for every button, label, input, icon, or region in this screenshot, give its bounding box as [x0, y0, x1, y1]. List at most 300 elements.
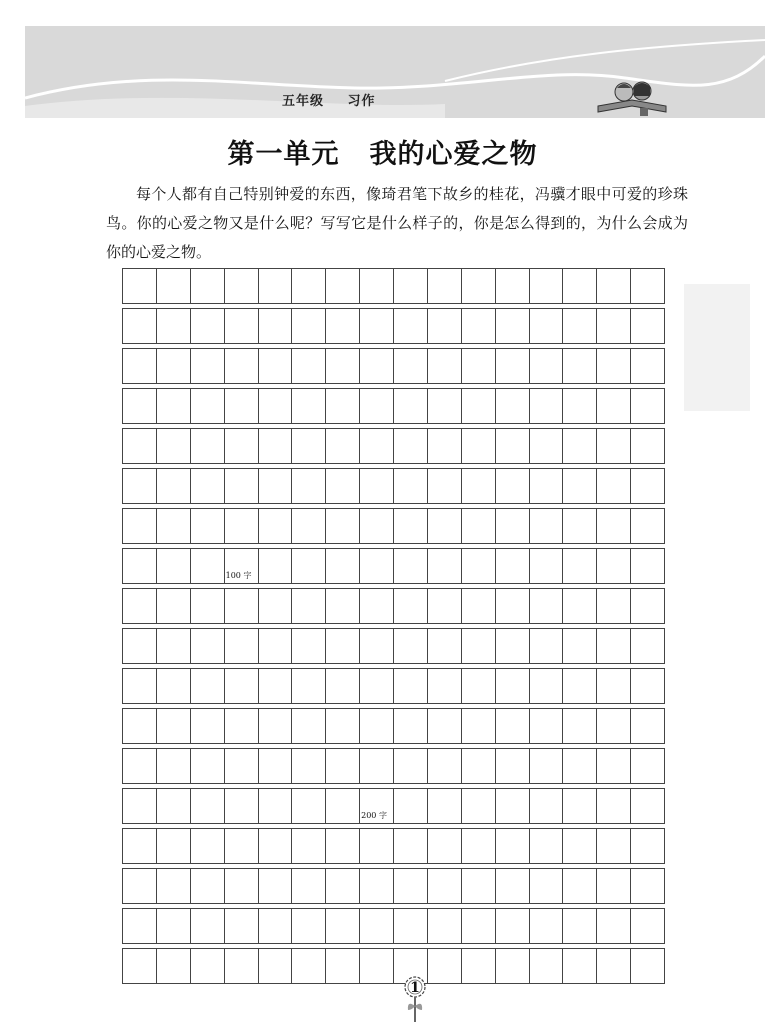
- grid-cell[interactable]: [530, 349, 564, 383]
- grid-cell[interactable]: [496, 589, 530, 623]
- grid-cell[interactable]: [530, 309, 564, 343]
- grid-cell[interactable]: [292, 909, 326, 943]
- grid-cell[interactable]: [259, 709, 293, 743]
- grid-cell[interactable]: [428, 829, 462, 863]
- grid-cell[interactable]: [597, 429, 631, 463]
- grid-cell[interactable]: [123, 749, 157, 783]
- grid-cell[interactable]: [530, 509, 564, 543]
- grid-cell[interactable]: [292, 669, 326, 703]
- grid-cell[interactable]: [326, 629, 360, 663]
- grid-cell[interactable]: [462, 789, 496, 823]
- grid-cell[interactable]: [428, 389, 462, 423]
- grid-cell[interactable]: [326, 549, 360, 583]
- grid-cell[interactable]: [191, 749, 225, 783]
- grid-cell[interactable]: [292, 629, 326, 663]
- grid-cell[interactable]: [123, 669, 157, 703]
- grid-cell[interactable]: [292, 509, 326, 543]
- grid-cell[interactable]: [496, 269, 530, 303]
- subject-label: 习作: [347, 94, 376, 109]
- grid-cell[interactable]: [428, 949, 462, 983]
- grid-cell[interactable]: [563, 749, 597, 783]
- grid-cell[interactable]: [530, 389, 564, 423]
- grid-cell[interactable]: [496, 469, 530, 503]
- grid-cell[interactable]: [394, 349, 428, 383]
- grid-cell[interactable]: [394, 789, 428, 823]
- grid-cell[interactable]: [563, 349, 597, 383]
- grid-cell[interactable]: [530, 949, 564, 983]
- grid-cell[interactable]: [157, 309, 191, 343]
- grid-cell[interactable]: [631, 789, 664, 823]
- grid-cell[interactable]: [360, 509, 394, 543]
- grid-cell[interactable]: [496, 509, 530, 543]
- grid-cell[interactable]: [225, 869, 259, 903]
- grid-cell[interactable]: [225, 509, 259, 543]
- grid-cell[interactable]: [292, 549, 326, 583]
- grid-cell[interactable]: [394, 269, 428, 303]
- grid-cell[interactable]: [563, 309, 597, 343]
- grid-cell[interactable]: [597, 749, 631, 783]
- grid-cell[interactable]: [123, 549, 157, 583]
- grid-cell[interactable]: [326, 789, 360, 823]
- grid-cell[interactable]: [259, 749, 293, 783]
- grid-cell[interactable]: [360, 709, 394, 743]
- grid-cell[interactable]: [496, 549, 530, 583]
- grid-cell[interactable]: [326, 869, 360, 903]
- grid-cell[interactable]: [394, 669, 428, 703]
- grid-cell[interactable]: [563, 949, 597, 983]
- grid-cell[interactable]: [292, 389, 326, 423]
- grid-cell[interactable]: [394, 589, 428, 623]
- grid-cell[interactable]: [563, 669, 597, 703]
- grid-cell[interactable]: [225, 789, 259, 823]
- writing-prompt: 每个人都有自己特别钟爱的东西，像琦君笔下故乡的桂花，冯骥才眼中可爱的珍珠鸟。你的心爱之物又是什么呢？写写它是什么样子的，你是怎么得到的，为什么会成为你的心爱之物。: [106, 185, 688, 261]
- grid-cell[interactable]: [123, 789, 157, 823]
- grid-cell[interactable]: [259, 509, 293, 543]
- grid-cell[interactable]: [123, 949, 157, 983]
- grid-cell[interactable]: [292, 869, 326, 903]
- grid-cell[interactable]: [631, 429, 664, 463]
- grid-cell[interactable]: [394, 629, 428, 663]
- word-count-marker: 100 字: [225, 571, 252, 580]
- grid-row: [122, 388, 665, 423]
- grid-cell[interactable]: [360, 549, 394, 583]
- grid-cell[interactable]: [157, 389, 191, 423]
- grid-cell[interactable]: [563, 869, 597, 903]
- grid-cell[interactable]: [191, 269, 225, 303]
- grid-cell[interactable]: [530, 589, 564, 623]
- grid-cell[interactable]: [597, 709, 631, 743]
- grid-cell[interactable]: [225, 309, 259, 343]
- grid-cell[interactable]: [225, 429, 259, 463]
- grid-cell[interactable]: [631, 869, 664, 903]
- grid-cell[interactable]: [530, 869, 564, 903]
- grid-cell[interactable]: [428, 589, 462, 623]
- grid-cell[interactable]: [631, 469, 664, 503]
- grid-cell[interactable]: [597, 909, 631, 943]
- grid-row: [122, 748, 665, 783]
- grid-cell[interactable]: [123, 269, 157, 303]
- grid-cell[interactable]: [326, 469, 360, 503]
- grid-cell[interactable]: [191, 869, 225, 903]
- grid-cell[interactable]: [259, 669, 293, 703]
- reading-children-illustration: [594, 78, 672, 124]
- grid-cell[interactable]: [563, 709, 597, 743]
- grid-cell[interactable]: [631, 309, 664, 343]
- grid-cell[interactable]: [123, 349, 157, 383]
- grid-cell[interactable]: [530, 909, 564, 943]
- grid-cell[interactable]: [462, 389, 496, 423]
- grid-cell[interactable]: [191, 549, 225, 583]
- grid-cell[interactable]: [259, 269, 293, 303]
- grid-cell[interactable]: [563, 429, 597, 463]
- grid-cell[interactable]: [428, 909, 462, 943]
- grid-cell[interactable]: [496, 389, 530, 423]
- grid-cell[interactable]: [326, 749, 360, 783]
- grid-cell[interactable]: [292, 269, 326, 303]
- grid-cell[interactable]: [394, 709, 428, 743]
- grid-cell[interactable]: [428, 549, 462, 583]
- grid-cell[interactable]: [597, 669, 631, 703]
- grid-cell[interactable]: [597, 829, 631, 863]
- grid-cell[interactable]: [631, 669, 664, 703]
- grid-cell[interactable]: [225, 829, 259, 863]
- grid-cell[interactable]: [428, 309, 462, 343]
- grid-cell[interactable]: [563, 829, 597, 863]
- grid-cell[interactable]: [259, 629, 293, 663]
- grid-cell[interactable]: [225, 949, 259, 983]
- grid-cell[interactable]: [157, 789, 191, 823]
- grid-cell[interactable]: [191, 709, 225, 743]
- grid-cell[interactable]: [631, 549, 664, 583]
- grid-cell[interactable]: [225, 269, 259, 303]
- grid-cell[interactable]: [462, 469, 496, 503]
- grid-cell[interactable]: [428, 469, 462, 503]
- grid-cell[interactable]: [191, 469, 225, 503]
- grid-cell[interactable]: [394, 829, 428, 863]
- grid-cell[interactable]: [394, 309, 428, 343]
- grid-cell[interactable]: [292, 949, 326, 983]
- composition-grid: [122, 268, 665, 984]
- grid-cell[interactable]: [292, 709, 326, 743]
- grid-cell[interactable]: [157, 469, 191, 503]
- grid-cell[interactable]: [225, 469, 259, 503]
- grid-cell[interactable]: [428, 429, 462, 463]
- grid-cell[interactable]: [191, 629, 225, 663]
- grid-cell[interactable]: [326, 909, 360, 943]
- grid-cell[interactable]: [563, 629, 597, 663]
- grid-cell[interactable]: [462, 709, 496, 743]
- grid-cell[interactable]: [225, 629, 259, 663]
- grid-cell[interactable]: [530, 429, 564, 463]
- grid-cell[interactable]: [157, 749, 191, 783]
- grid-cell[interactable]: [428, 629, 462, 663]
- grid-cell[interactable]: [123, 469, 157, 503]
- grid-cell[interactable]: [360, 909, 394, 943]
- grid-cell[interactable]: [123, 709, 157, 743]
- grid-cell[interactable]: [563, 589, 597, 623]
- grid-cell[interactable]: [360, 269, 394, 303]
- grid-cell[interactable]: [496, 869, 530, 903]
- grid-cell[interactable]: [123, 909, 157, 943]
- grid-cell[interactable]: [462, 309, 496, 343]
- grid-cell[interactable]: [394, 869, 428, 903]
- grid-cell[interactable]: [394, 429, 428, 463]
- grid-cell[interactable]: [191, 589, 225, 623]
- grid-cell[interactable]: [191, 909, 225, 943]
- grid-cell[interactable]: [259, 349, 293, 383]
- grid-cell[interactable]: [496, 629, 530, 663]
- grid-cell[interactable]: [428, 749, 462, 783]
- grid-cell[interactable]: [123, 509, 157, 543]
- grid-cell[interactable]: [428, 669, 462, 703]
- grid-cell[interactable]: [428, 349, 462, 383]
- grid-cell[interactable]: [597, 469, 631, 503]
- grid-cell[interactable]: [496, 789, 530, 823]
- grid-cell[interactable]: [259, 829, 293, 863]
- grid-cell[interactable]: [157, 629, 191, 663]
- grid-cell[interactable]: [631, 709, 664, 743]
- grid-cell[interactable]: [360, 629, 394, 663]
- grid-cell[interactable]: [157, 589, 191, 623]
- grid-cell[interactable]: [563, 509, 597, 543]
- side-tab-decoration: [684, 284, 750, 411]
- grid-cell[interactable]: [530, 669, 564, 703]
- grid-cell[interactable]: [157, 269, 191, 303]
- grid-cell[interactable]: [530, 269, 564, 303]
- grid-cell[interactable]: [563, 549, 597, 583]
- grid-cell[interactable]: [157, 509, 191, 543]
- grid-cell[interactable]: [428, 869, 462, 903]
- grid-cell[interactable]: [530, 829, 564, 863]
- grid-cell[interactable]: [157, 869, 191, 903]
- grid-cell[interactable]: [394, 509, 428, 543]
- grid-cell[interactable]: [462, 589, 496, 623]
- grid-cell[interactable]: [123, 589, 157, 623]
- grid-cell[interactable]: [259, 789, 293, 823]
- grid-cell[interactable]: [191, 789, 225, 823]
- grid-cell[interactable]: [326, 709, 360, 743]
- grid-cell[interactable]: [191, 509, 225, 543]
- grid-cell[interactable]: [631, 909, 664, 943]
- grid-cell[interactable]: [225, 549, 259, 583]
- grid-cell[interactable]: [259, 949, 293, 983]
- grid-cell[interactable]: [157, 669, 191, 703]
- grid-cell[interactable]: [496, 669, 530, 703]
- page-title: [0, 132, 765, 171]
- grid-cell[interactable]: [462, 629, 496, 663]
- grid-cell[interactable]: [360, 349, 394, 383]
- grid-cell[interactable]: [292, 789, 326, 823]
- grid-cell[interactable]: [292, 589, 326, 623]
- grid-cell[interactable]: [597, 269, 631, 303]
- grid-cell[interactable]: [530, 629, 564, 663]
- grid-cell[interactable]: [631, 749, 664, 783]
- grid-cell[interactable]: [191, 389, 225, 423]
- grid-cell[interactable]: [191, 309, 225, 343]
- grid-cell[interactable]: [496, 949, 530, 983]
- grid-cell[interactable]: [123, 309, 157, 343]
- grid-cell[interactable]: [225, 389, 259, 423]
- grid-cell[interactable]: [631, 589, 664, 623]
- grid-cell[interactable]: [631, 949, 664, 983]
- grid-cell[interactable]: [157, 949, 191, 983]
- grid-cell[interactable]: [530, 469, 564, 503]
- grid-cell[interactable]: [191, 949, 225, 983]
- grid-cell[interactable]: [259, 469, 293, 503]
- grid-cell[interactable]: [496, 349, 530, 383]
- grid-cell[interactable]: [123, 429, 157, 463]
- grid-cell[interactable]: [259, 589, 293, 623]
- grid-cell[interactable]: [191, 349, 225, 383]
- grid-cell[interactable]: [225, 909, 259, 943]
- grid-cell[interactable]: [123, 389, 157, 423]
- grid-cell[interactable]: [462, 549, 496, 583]
- grid-cell[interactable]: [462, 349, 496, 383]
- grid-cell[interactable]: [326, 669, 360, 703]
- grid-cell[interactable]: [462, 509, 496, 543]
- grid-cell[interactable]: [597, 349, 631, 383]
- grid-cell[interactable]: [360, 429, 394, 463]
- grid-cell[interactable]: [259, 869, 293, 903]
- grid-cell[interactable]: [428, 789, 462, 823]
- grid-cell[interactable]: [462, 269, 496, 303]
- grid-cell[interactable]: [597, 949, 631, 983]
- grid-cell[interactable]: [496, 909, 530, 943]
- grid-cell[interactable]: [157, 349, 191, 383]
- grid-cell[interactable]: [157, 429, 191, 463]
- grid-row: [122, 308, 665, 343]
- grid-cell[interactable]: [360, 829, 394, 863]
- grid-bottom-border: [122, 983, 665, 984]
- grid-cell[interactable]: [191, 429, 225, 463]
- grid-cell[interactable]: [530, 709, 564, 743]
- grid-cell[interactable]: [259, 909, 293, 943]
- grid-cell[interactable]: [225, 709, 259, 743]
- grid-cell[interactable]: [360, 749, 394, 783]
- grid-cell[interactable]: [631, 829, 664, 863]
- grid-cell[interactable]: [597, 869, 631, 903]
- grid-cell[interactable]: [360, 869, 394, 903]
- grid-cell[interactable]: [631, 509, 664, 543]
- grid-cell[interactable]: [123, 629, 157, 663]
- grid-cell[interactable]: [496, 309, 530, 343]
- grid-cell[interactable]: [394, 909, 428, 943]
- grid-cell[interactable]: [191, 829, 225, 863]
- grid-cell[interactable]: [394, 749, 428, 783]
- grid-cell[interactable]: [292, 469, 326, 503]
- grid-cell[interactable]: [394, 469, 428, 503]
- grid-cell[interactable]: [292, 749, 326, 783]
- grid-cell[interactable]: [123, 829, 157, 863]
- grid-cell[interactable]: [292, 829, 326, 863]
- grid-cell[interactable]: [394, 389, 428, 423]
- grid-cell[interactable]: [462, 829, 496, 863]
- grid-cell[interactable]: [360, 949, 394, 983]
- grid-cell[interactable]: [462, 669, 496, 703]
- grid-cell[interactable]: [259, 389, 293, 423]
- grid-cell[interactable]: [462, 949, 496, 983]
- grid-cell[interactable]: [597, 629, 631, 663]
- grid-cell[interactable]: [360, 669, 394, 703]
- grid-cell[interactable]: [123, 869, 157, 903]
- grid-cell[interactable]: [292, 349, 326, 383]
- grid-cell[interactable]: [631, 389, 664, 423]
- grid-cell[interactable]: [326, 429, 360, 463]
- grid-cell[interactable]: [259, 309, 293, 343]
- grid-cell[interactable]: [462, 909, 496, 943]
- grid-cell[interactable]: [563, 909, 597, 943]
- grid-cell[interactable]: [326, 509, 360, 543]
- grid-cell[interactable]: [631, 269, 664, 303]
- grid-cell[interactable]: [428, 269, 462, 303]
- grid-cell[interactable]: [225, 749, 259, 783]
- grid-cell[interactable]: [360, 389, 394, 423]
- grid-cell[interactable]: [157, 909, 191, 943]
- grid-cell[interactable]: [496, 829, 530, 863]
- grid-cell[interactable]: [326, 389, 360, 423]
- grid-cell[interactable]: [360, 589, 394, 623]
- grid-cell[interactable]: [563, 389, 597, 423]
- grid-cell[interactable]: [360, 469, 394, 503]
- grid-cell[interactable]: [597, 549, 631, 583]
- grid-cell[interactable]: [326, 829, 360, 863]
- grid-cell[interactable]: [326, 349, 360, 383]
- grid-cell[interactable]: [225, 589, 259, 623]
- grid-cell[interactable]: [157, 549, 191, 583]
- grid-cell[interactable]: [563, 469, 597, 503]
- grid-cell[interactable]: [360, 789, 394, 823]
- grid-cell[interactable]: [157, 709, 191, 743]
- grid-cell[interactable]: [157, 829, 191, 863]
- grid-cell[interactable]: [597, 789, 631, 823]
- grid-cell[interactable]: [292, 429, 326, 463]
- grid-cell[interactable]: [259, 549, 293, 583]
- grid-cell[interactable]: [292, 309, 326, 343]
- grid-cell[interactable]: [597, 509, 631, 543]
- grid-cell[interactable]: [496, 749, 530, 783]
- grid-cell[interactable]: [326, 589, 360, 623]
- grid-cell[interactable]: [631, 349, 664, 383]
- grid-cell[interactable]: [462, 749, 496, 783]
- grid-cell[interactable]: [326, 309, 360, 343]
- grid-cell[interactable]: [360, 309, 394, 343]
- grid-cell[interactable]: [530, 789, 564, 823]
- grid-cell[interactable]: [597, 309, 631, 343]
- grid-cell[interactable]: [225, 349, 259, 383]
- grid-cell[interactable]: [631, 629, 664, 663]
- grid-cell[interactable]: [563, 269, 597, 303]
- grid-cell[interactable]: [326, 269, 360, 303]
- grid-cell[interactable]: [394, 549, 428, 583]
- grid-cell[interactable]: [462, 869, 496, 903]
- grid-cell[interactable]: [530, 549, 564, 583]
- grid-cell[interactable]: [191, 669, 225, 703]
- grid-cell[interactable]: [259, 429, 293, 463]
- grid-cell[interactable]: [326, 949, 360, 983]
- grid-cell[interactable]: [428, 509, 462, 543]
- grid-cell[interactable]: [597, 589, 631, 623]
- grid-cell[interactable]: [225, 669, 259, 703]
- grid-row: [122, 868, 665, 903]
- grid-row: [122, 828, 665, 863]
- grid-cell[interactable]: [496, 429, 530, 463]
- grid-cell[interactable]: [530, 749, 564, 783]
- grid-cell[interactable]: [563, 789, 597, 823]
- grid-cell[interactable]: [597, 389, 631, 423]
- grid-cell[interactable]: [462, 429, 496, 463]
- grid-cell[interactable]: [496, 709, 530, 743]
- grid-cell[interactable]: [428, 709, 462, 743]
